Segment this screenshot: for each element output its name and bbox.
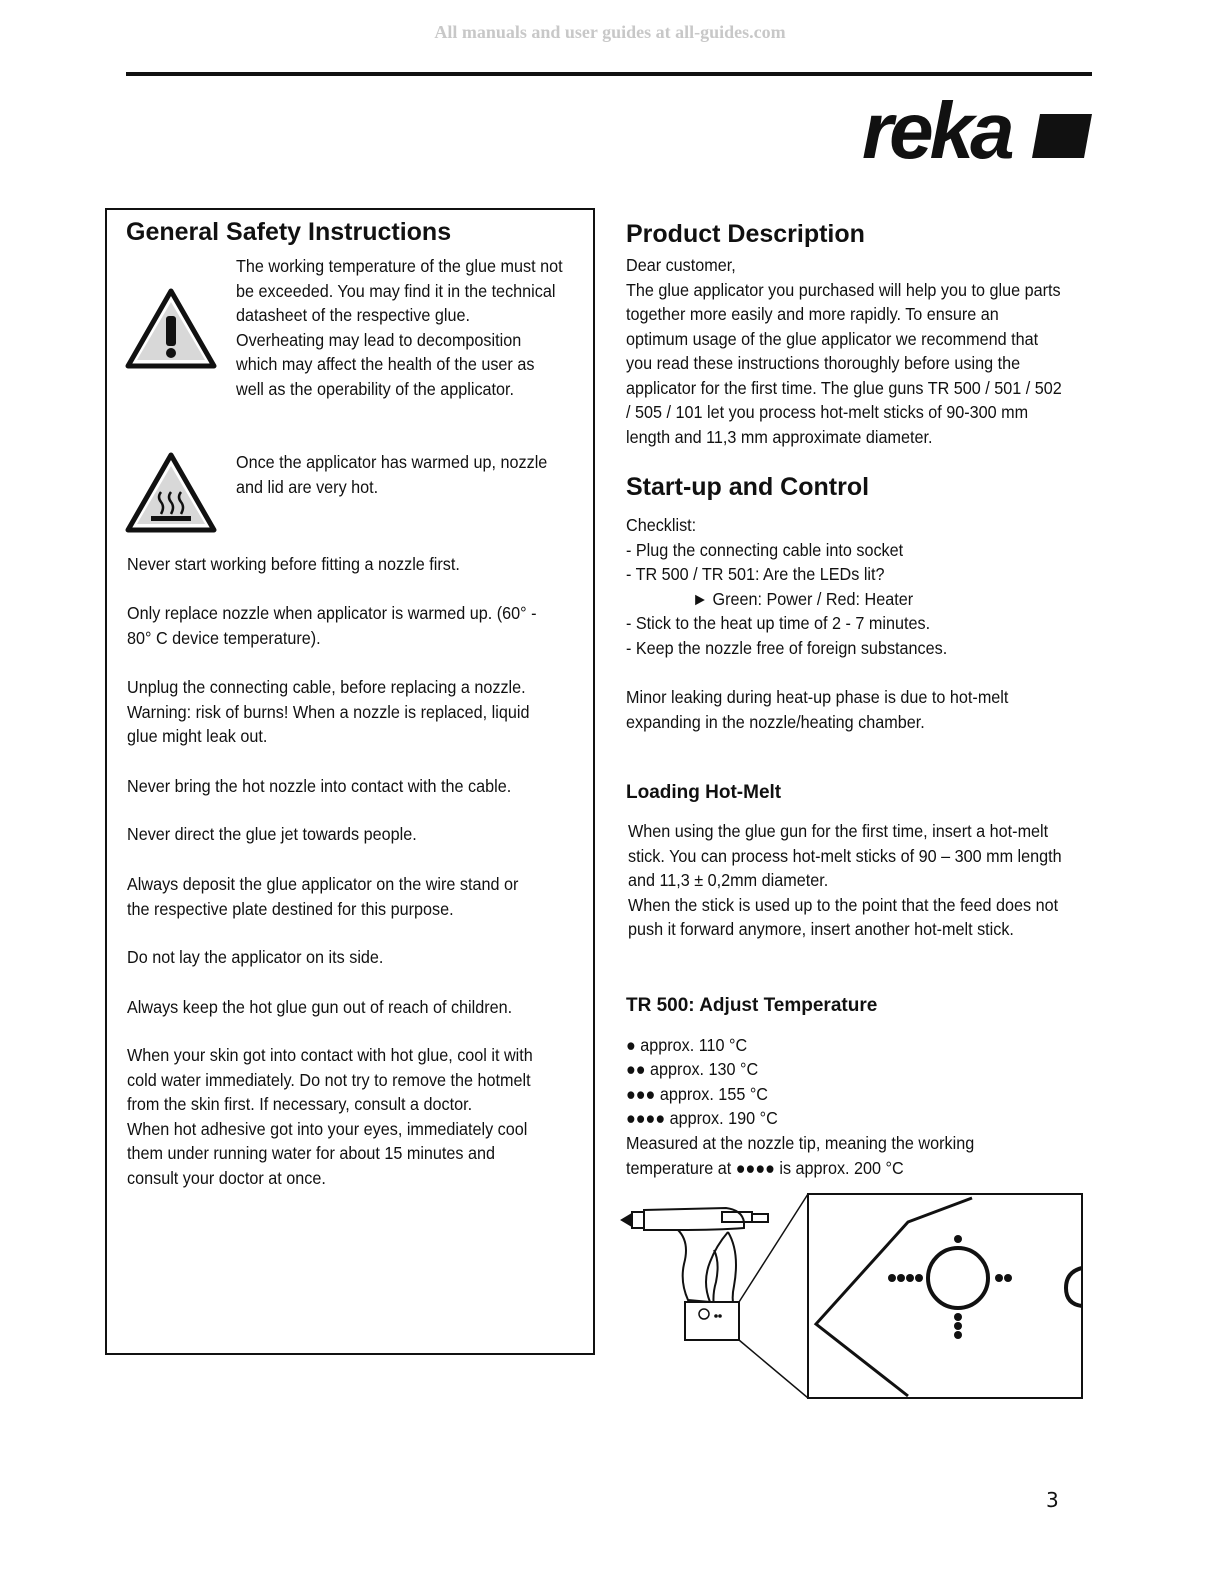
safety-title: General Safety Instructions: [126, 218, 452, 246]
temperature-title: TR 500: Adjust Temperature: [626, 995, 878, 1016]
svg-text:reka: reka: [862, 92, 1011, 168]
temperature-note: Measured at the nozzle tip, meaning the working temperature at ●●●● is approx. 200 °C: [626, 1133, 975, 1178]
watermark: All manuals and user guides at all-guides.com: [434, 22, 786, 42]
temperature-level: ● approx. 110 °C: [626, 1035, 748, 1055]
loading-title: Loading Hot-Melt: [626, 782, 782, 803]
safety-item: Only replace nozzle when applicator is warmed up. (60° - 80° C device temperature).: [127, 603, 537, 648]
safety-item: Always deposit the glue applicator on the wire stand or the respective plate destined for this purpose.: [127, 874, 519, 919]
temperature-level: ●●●● approx. 190 °C: [626, 1108, 778, 1128]
led-indicator-line: ► Green: Power / Red: Heater: [692, 589, 914, 609]
loading-text: When using the glue gun for the first time, insert a hot-melt stick. You can process hot-melt sticks of 90 – 300 mm length and 11,3 ± 0,2mm diameter. When the stick is used up to the point that the feed does not push it forward anymore, insert another hot-melt stick.: [628, 821, 1062, 939]
safety-item: When your skin got into contact with hot glue, cool it with cold water immediately. Do not try to remove the hotmelt from the skin first. If necessary, consult a doctor. When hot adhesive got into your eyes, immediately cool them under running water for about 15 minutes and consult your doctor at once.: [127, 1045, 533, 1188]
safety-item: Never bring the hot nozzle into contact with the cable.: [127, 776, 512, 796]
startup-title: Start-up and Control: [626, 473, 870, 501]
safety-item: Always keep the hot glue gun out of reach of children.: [127, 997, 513, 1017]
page-number: 3: [1046, 1488, 1059, 1512]
glue-gun-dial-figure: [618, 1192, 1094, 1402]
hot-surface-icon: [125, 452, 217, 539]
safety-item: Unplug the connecting cable, before replacing a nozzle. Warning: risk of burns! When a nozzle is replaced, liquid glue might leak out.: [127, 677, 530, 746]
warning-hot-text: Once the applicator has warmed up, nozzle and lid are very hot.: [236, 452, 548, 497]
warning-exclamation-icon: [125, 288, 217, 375]
safety-item: Never direct the glue jet towards people.: [127, 824, 417, 844]
product-description-title: Product Description: [626, 220, 865, 248]
safety-item: Do not lay the applicator on its side.: [127, 947, 384, 967]
reka-logo: [862, 92, 1092, 168]
startup-checklist-rest: - Stick to the heat up time of 2 - 7 minutes. - Keep the nozzle free of foreign substances.: [626, 613, 948, 658]
warning-general-text: The working temperature of the glue must not be exceeded. You may find it in the technical datasheet of the respective glue. Overheating may lead to decomposition which may affect the health of the user as well as the operability of the applicator.: [236, 256, 563, 399]
product-description-text: Dear customer, The glue applicator you purchased will help you to glue parts together more easily and more rapidly. To ensure an optimum usage of the glue applicator we recommend that you read these instructions thoroughly before using the applicator for the first time. The glue guns TR 500 / 501 / 502 / 505 / 101 let you process hot-melt sticks of 90-300 mm length and 11,3 mm approximate diameter.: [626, 255, 1062, 447]
temperature-level: ●● approx. 130 °C: [626, 1059, 759, 1079]
startup-checklist: Checklist: - Plug the connecting cable into socket - TR 500 / TR 501: Are the LEDs lit?: [626, 515, 904, 584]
startup-note: Minor leaking during heat-up phase is due to hot-melt expanding in the nozzle/heating chamber.: [626, 687, 1009, 732]
header-rule: [126, 72, 1092, 76]
safety-item: Never start working before fitting a nozzle first.: [127, 554, 460, 574]
temperature-level: ●●● approx. 155 °C: [626, 1084, 768, 1104]
